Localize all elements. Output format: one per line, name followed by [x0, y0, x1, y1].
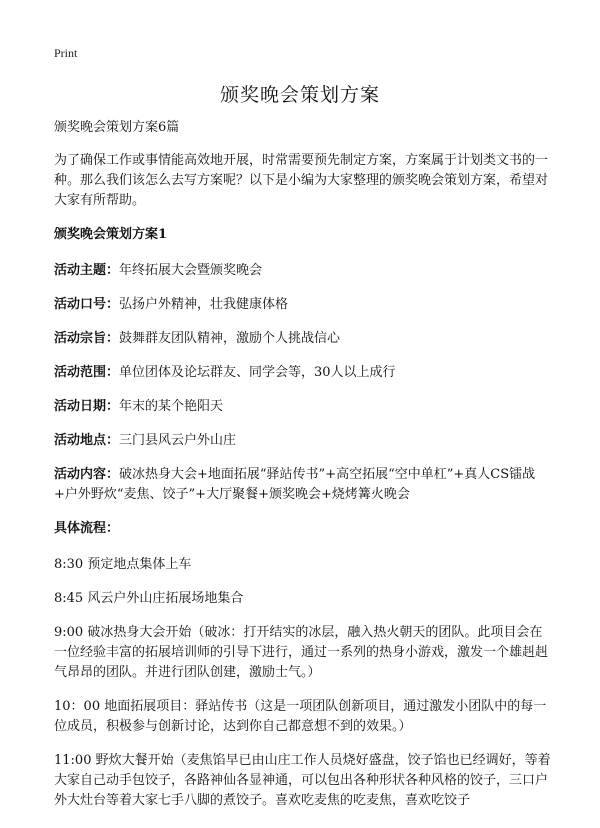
field-label: 活动日期：	[54, 399, 120, 414]
field-purpose	[54, 329, 554, 349]
field-value: 三门县风云户外山庄	[119, 433, 237, 448]
field-value: 鼓舞群友团队精神，激励个人挑战信心	[119, 331, 341, 346]
print-link[interactable]: Print	[54, 46, 78, 60]
field-value: 弘扬户外精神，壮我健康体格	[119, 297, 289, 312]
field-content	[54, 465, 554, 505]
field-value: 破冰热身大会+地面拓展“驿站传书”+高空拓展“空中单杠”+真人CS镭战+户外野炊“麦焦、饺子”+大厅聚餐+颁奖晚会+烧烤篝火晚会	[54, 467, 536, 502]
field-theme	[54, 261, 554, 281]
field-value: 年终拓展大会暨颁奖晚会	[119, 263, 263, 278]
field-label: 活动地点：	[54, 433, 120, 448]
flow-step: 9:00 破冰热身大会开始（破冰：打开结实的冰层，融入热火朝天的团队。此项目会在一位经验丰富的拓展培训师的引导下进行，通过一系列的热身小游戏，激发一个雄赳赳气昂昂的团队。并进行团队创建，激励士气。）	[54, 625, 549, 680]
section-heading: 颁奖晚会策划方案1	[54, 227, 168, 242]
flow-step: 8:30 预定地点集体上车	[54, 557, 192, 572]
field-label: 活动范围：	[54, 365, 120, 380]
intro-paragraph: 为了确保工作或事情能高效地开展，时常需要预先制定方案，方案属于计划类文书的一种。那么我们该怎么去写方案呢？以下是小编为大家整理的颁奖晚会策划方案，希望对大家有所帮助。	[54, 153, 549, 208]
document-title: 颁奖晚会策划方案	[219, 84, 380, 106]
flow-heading: 具体流程：	[54, 521, 120, 536]
field-date	[54, 397, 554, 417]
flow-step: 11:00 野炊大餐开始（麦焦馅早已由山庄工作人员烧好盛盘，饺子馅也已经调好，等着大家自己动手包饺子，各路神仙各显神通，可以包出各种形状各种风格的饺子，三口户外大灶台等着大家七手八脚的煮饺子。喜欢吃麦焦的吃麦焦，喜欢吃饺子	[54, 753, 551, 808]
field-scope	[54, 363, 554, 383]
field-label: 活动口号：	[54, 297, 120, 312]
field-label: 活动内容：	[54, 467, 120, 482]
document-subtitle: 颁奖晚会策划方案6篇	[54, 120, 180, 135]
field-label: 活动宗旨：	[54, 331, 120, 346]
field-value: 年末的某个艳阳天	[119, 399, 224, 414]
flow-step: 10：00 地面拓展项目：驿站传书（这是一项团队创新项目，通过激发小团队中的每一位成员，积极参与创新讨论，达到你自己都意想不到的效果。）	[54, 699, 547, 734]
flow-step: 8:45 风云户外山庄拓展场地集合	[54, 591, 244, 606]
field-location	[54, 431, 554, 451]
field-slogan	[54, 295, 554, 315]
field-label: 活动主题：	[54, 263, 120, 278]
field-value: 单位团体及论坛群友、同学会等，30人以上成行	[119, 365, 396, 380]
document-body	[54, 118, 554, 825]
